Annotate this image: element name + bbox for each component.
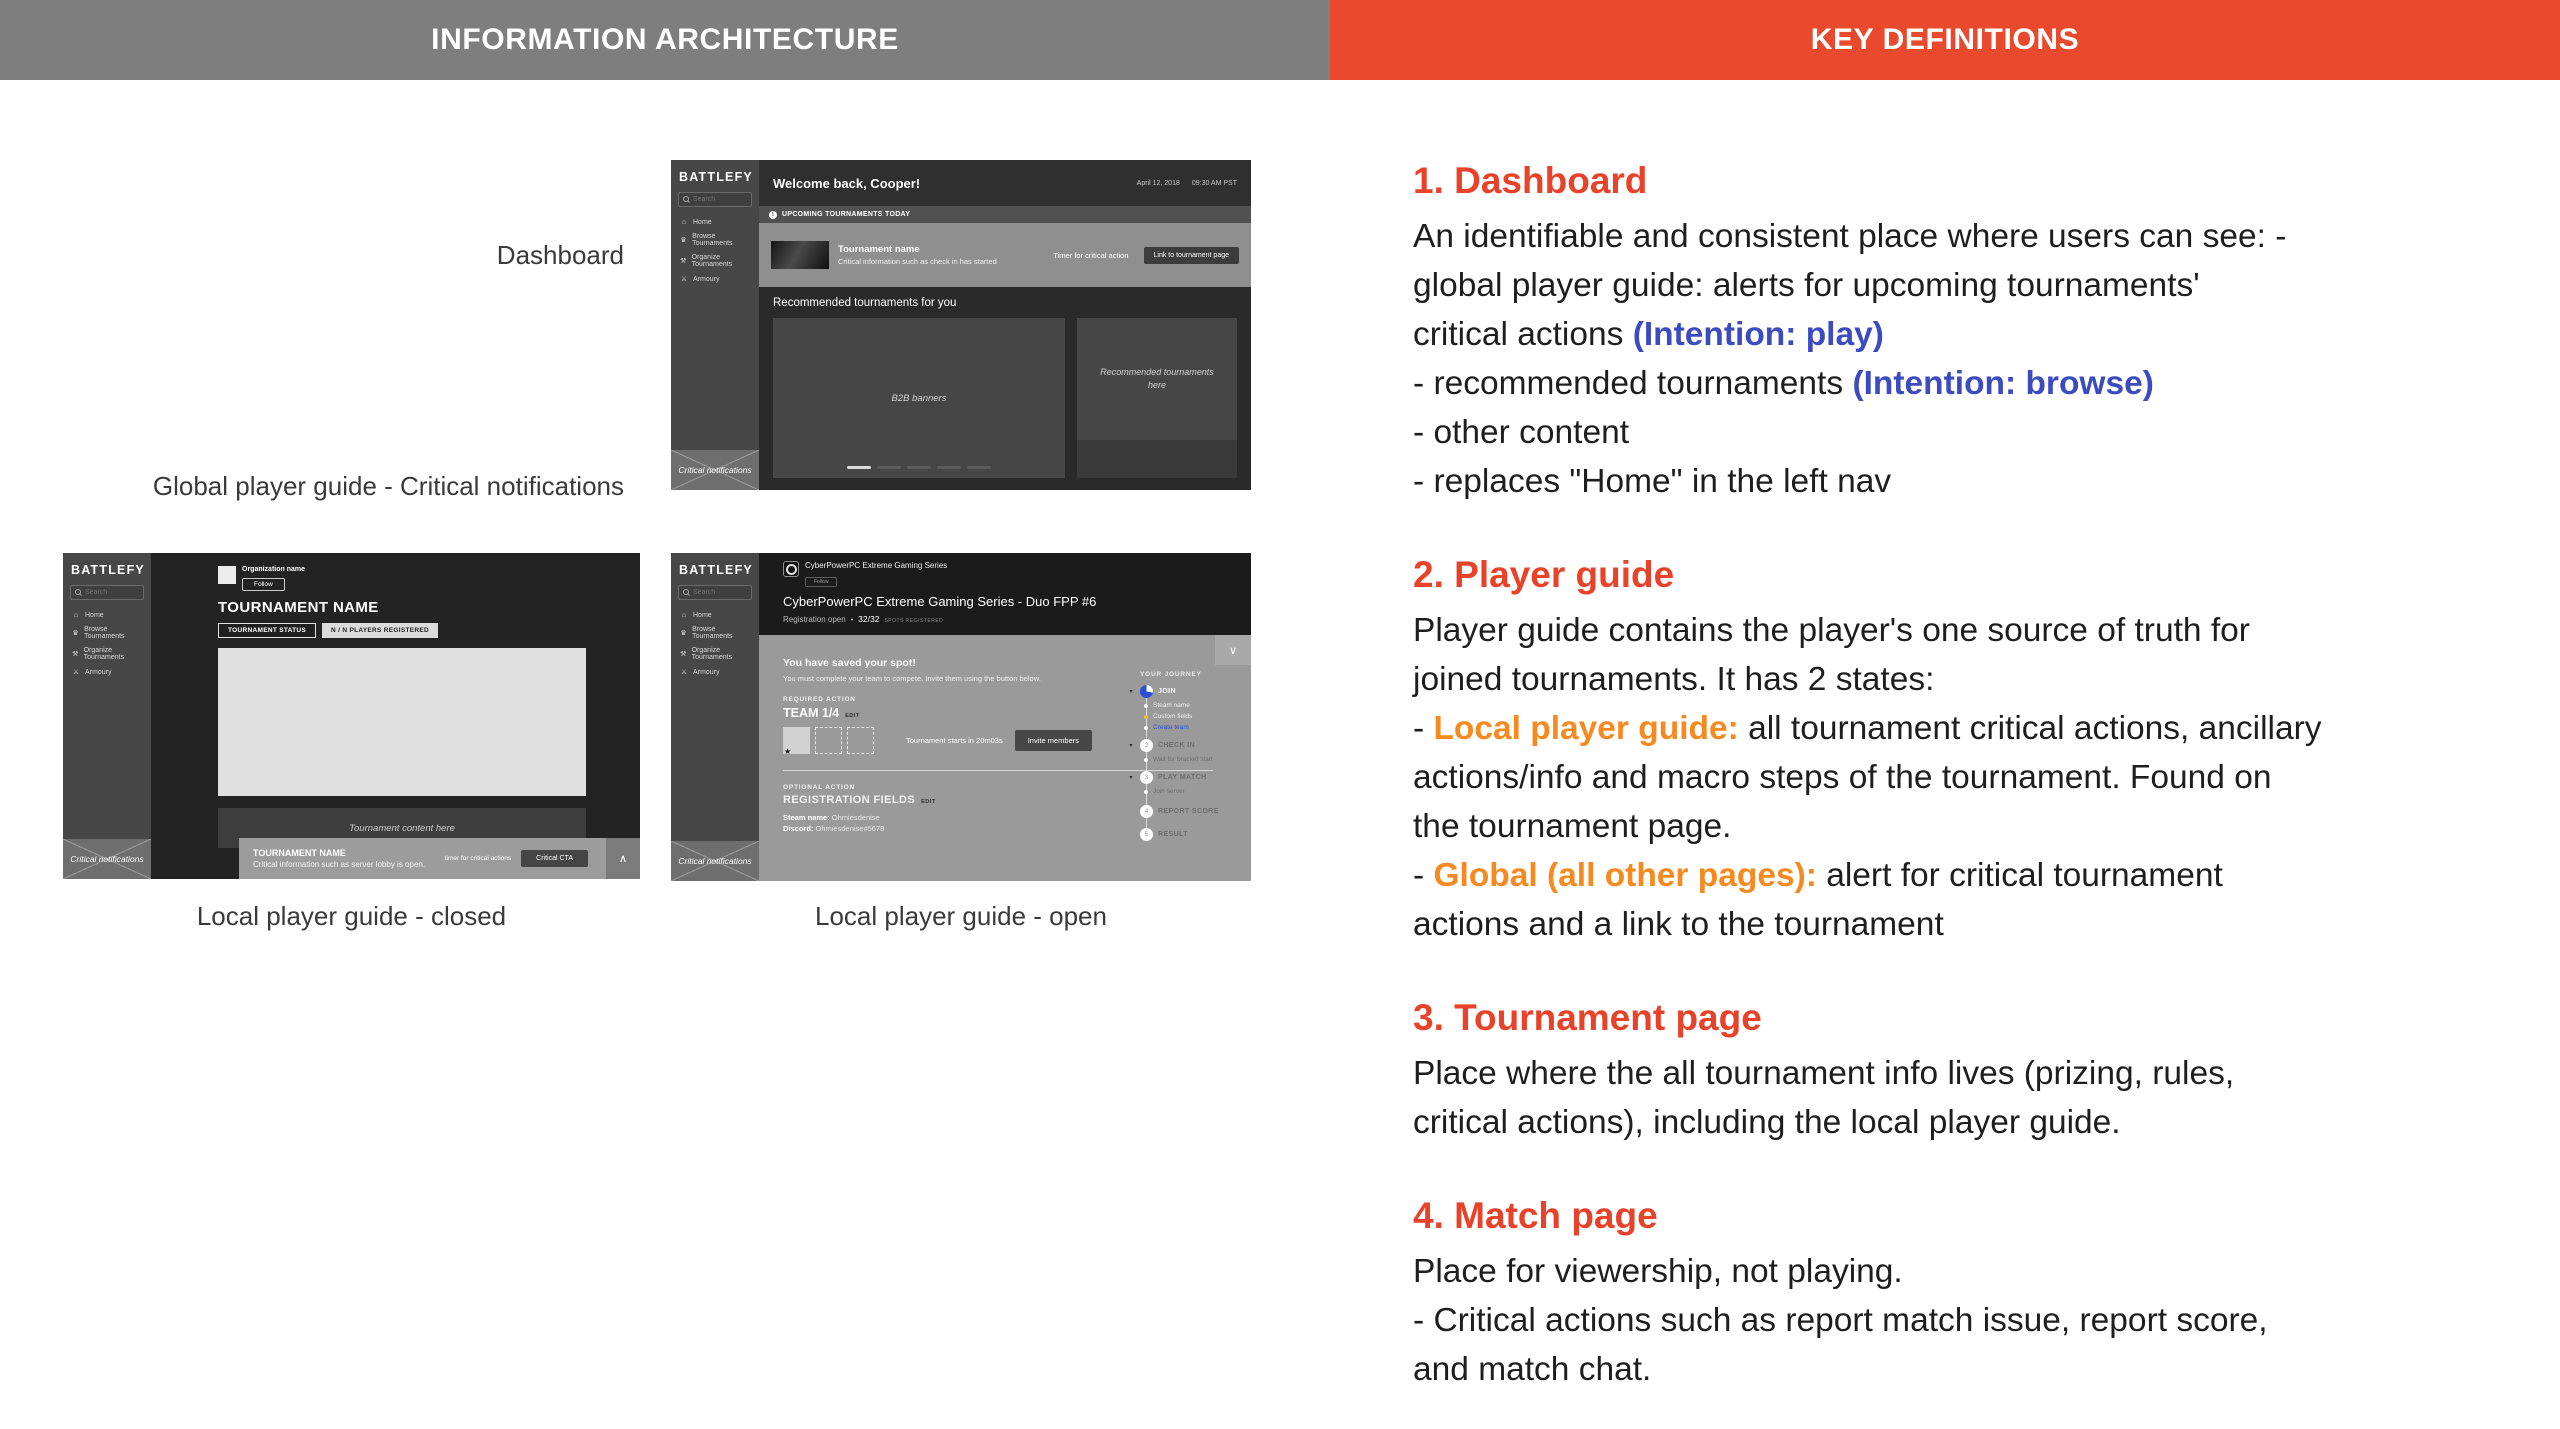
welcome-title: Welcome back, Cooper! bbox=[773, 175, 921, 191]
captain-star-icon: ★ bbox=[784, 747, 792, 756]
tournament-name: Tournament name bbox=[838, 244, 920, 255]
sidebar-item-label: Organize Tournaments bbox=[83, 647, 125, 661]
definition-heading: 2. Player guide bbox=[1413, 554, 1675, 595]
datetime bbox=[1137, 180, 1237, 187]
journey-substep[interactable] bbox=[1144, 756, 1239, 763]
definition-line: the tournament page. bbox=[1413, 808, 1732, 845]
intention-browse-accent: (Intention: browse) bbox=[1852, 365, 2154, 402]
definition-heading: 4. Match page bbox=[1413, 1195, 1658, 1236]
wireframe-local-guide-open bbox=[671, 553, 1251, 881]
label-local-player-guide-closed: Local player guide - closed bbox=[196, 901, 507, 931]
discord-label: Discord: bbox=[783, 824, 814, 833]
upcoming-banner bbox=[759, 206, 1251, 223]
players-registered-badge: N / N PLAYERS REGISTERED bbox=[322, 623, 438, 638]
sidebar-item-browse-tournaments[interactable] bbox=[63, 626, 151, 640]
sidebar-item-armoury[interactable] bbox=[63, 668, 151, 676]
journey-substep[interactable] bbox=[1144, 702, 1239, 709]
sidebar-nav bbox=[671, 219, 759, 283]
search-box[interactable] bbox=[678, 192, 752, 207]
wrench-icon: ⚒ bbox=[680, 651, 687, 658]
sidebar bbox=[671, 160, 759, 490]
spots-count: 32/32 bbox=[858, 614, 880, 624]
wireframe-dashboard bbox=[671, 160, 1251, 490]
substep-dot-yellow bbox=[1144, 715, 1148, 719]
sidebar-item-home[interactable] bbox=[63, 612, 151, 619]
wireframe-local-guide-closed bbox=[63, 553, 640, 879]
carousel-dash[interactable] bbox=[937, 466, 961, 470]
edit-registration-button[interactable]: EDIT bbox=[921, 799, 936, 805]
substep-dot bbox=[1144, 758, 1148, 762]
battlefy-logo: BATTLEFY bbox=[679, 170, 753, 184]
organization-row bbox=[218, 566, 586, 591]
sidebar bbox=[671, 553, 759, 881]
step-label: CHECK IN bbox=[1158, 742, 1196, 749]
wrench-icon: ⚒ bbox=[680, 258, 687, 265]
battlefy-logo: BATTLEFY bbox=[679, 563, 753, 577]
search-input[interactable] bbox=[693, 589, 747, 596]
local-player-guide-accent: Local player guide: bbox=[1433, 710, 1739, 747]
section-header-information-architecture bbox=[0, 0, 1330, 80]
definition-line: critical actions (Intention: play) bbox=[1413, 316, 1884, 353]
sidebar-item-label: Organize Tournaments bbox=[691, 254, 733, 268]
discord-value: Ohmiesdenise#5678 bbox=[815, 824, 885, 833]
intention-play-accent: (Intention: play) bbox=[1632, 316, 1884, 353]
saved-spot-title: You have saved your spot! bbox=[783, 657, 916, 669]
definition-line: - recommended tournaments (Intention: browse) bbox=[1413, 365, 2154, 402]
sidebar-item-label: Armoury bbox=[693, 275, 720, 283]
definition-dashboard bbox=[1413, 158, 2533, 506]
placeholder-footer-band bbox=[1077, 440, 1237, 478]
your-journey-stepper bbox=[1127, 671, 1239, 841]
definition-match-page bbox=[1413, 1193, 2533, 1394]
registration-status: Registration open bbox=[783, 615, 846, 624]
section-header-key-definitions bbox=[1330, 0, 2560, 80]
dashboard-main bbox=[759, 160, 1251, 490]
invite-members-button[interactable]: Invite members bbox=[1015, 730, 1092, 751]
b2b-banner-placeholder[interactable] bbox=[773, 318, 1065, 478]
step-number-circle: 3 bbox=[1140, 771, 1153, 784]
sidebar-item-label: Browse Tournaments bbox=[692, 233, 733, 247]
definition-line: - Global (all other pages): alert for critical tournament bbox=[1413, 857, 2223, 894]
step-number-circle: 5 bbox=[1140, 828, 1153, 841]
local-player-guide-panel bbox=[759, 635, 1251, 881]
spots-caption: SPOTS REGISTERED bbox=[884, 618, 944, 624]
sidebar bbox=[63, 553, 151, 879]
definition-line: Place for viewership, not playing. bbox=[1413, 1253, 1903, 1290]
sidebar-item-label: Browse Tournaments bbox=[84, 626, 125, 640]
welcome-header bbox=[759, 160, 1251, 206]
substep-label-current: Create team bbox=[1153, 724, 1189, 731]
sidebar-item-organize-tournaments[interactable] bbox=[671, 647, 759, 661]
sidebar-item-label: Organize Tournaments bbox=[691, 647, 733, 661]
search-input[interactable] bbox=[85, 589, 139, 596]
step-number-circle: 4 bbox=[1140, 805, 1153, 818]
definition-line: - Critical actions such as report match issue, report score, bbox=[1413, 1302, 2268, 1339]
shield-icon: ⚔ bbox=[680, 276, 688, 283]
substep-dot bbox=[1144, 704, 1148, 708]
search-icon bbox=[683, 589, 690, 596]
critical-notifications-box[interactable]: Critical notifications bbox=[671, 450, 759, 490]
journey-substep[interactable] bbox=[1144, 713, 1239, 720]
home-icon: ⌂ bbox=[73, 612, 79, 619]
tournament-page-main bbox=[151, 553, 640, 879]
critical-notifications-box[interactable]: Critical notifications bbox=[671, 841, 759, 881]
sidebar-item-label: Armoury bbox=[693, 668, 720, 676]
expand-guide-button[interactable] bbox=[606, 838, 640, 879]
definition-line: Player guide contains the player's one source of truth for bbox=[1413, 612, 2250, 649]
edit-team-button[interactable]: EDIT bbox=[845, 713, 860, 719]
sidebar-item-armoury[interactable] bbox=[671, 668, 759, 676]
local-player-guide-bar[interactable] bbox=[239, 838, 640, 879]
journey-step-join[interactable] bbox=[1127, 685, 1239, 698]
tournament-starts-label: Tournament starts in 20m03s bbox=[906, 736, 1003, 745]
badge-row bbox=[218, 623, 586, 638]
sidebar-item-organize-tournaments[interactable] bbox=[671, 254, 759, 268]
journey-step-result[interactable] bbox=[1127, 828, 1239, 841]
carousel-dash[interactable] bbox=[877, 466, 901, 470]
definition-player-guide bbox=[1413, 552, 2533, 949]
tournament-page-main bbox=[759, 553, 1251, 881]
label-local-player-guide-open: Local player guide - open bbox=[815, 901, 1107, 931]
upcoming-banner-text: UPCOMING TOURNAMENTS TODAY bbox=[782, 211, 911, 218]
timer-label: Timer for critical action bbox=[1053, 250, 1129, 260]
sidebar-item-armoury[interactable] bbox=[671, 275, 759, 283]
tournament-header bbox=[759, 553, 1251, 635]
tournament-thumbnail bbox=[771, 241, 829, 269]
team-member-slot-empty[interactable] bbox=[815, 727, 842, 754]
substep-label: Wait for bracket start bbox=[1153, 756, 1213, 763]
organization-name: Organization name bbox=[242, 566, 306, 573]
substep-dot bbox=[1144, 726, 1148, 730]
substep-label: Custom fields bbox=[1153, 713, 1193, 720]
definition-line: An identifiable and consistent place where users can see: - bbox=[1413, 218, 2287, 255]
date-text: April 12, 2018 bbox=[1136, 179, 1180, 187]
sidebar-nav bbox=[671, 612, 759, 676]
registration-row bbox=[783, 614, 1241, 624]
sidebar-item-home[interactable] bbox=[671, 219, 759, 226]
bar-critical-info: Critical information such as server lobby is open. bbox=[253, 860, 426, 869]
steam-name-label: Steam name: bbox=[783, 813, 830, 822]
journey-step-report-score[interactable] bbox=[1127, 805, 1239, 818]
label-global-player-guide: Global player guide - Critical notifications bbox=[152, 471, 624, 501]
registration-fields-title: REGISTRATION FIELDS bbox=[783, 794, 916, 806]
home-icon: ⌂ bbox=[681, 612, 687, 619]
caret-down-icon: ▾ bbox=[1129, 689, 1133, 695]
key-definitions-column bbox=[1413, 158, 2533, 1429]
tournament-alert-text bbox=[838, 244, 997, 266]
steam-name-value: Ohmiesdenise bbox=[831, 813, 880, 822]
team-count-label: TEAM 1/4 bbox=[783, 706, 840, 720]
b2b-banner-caption: B2B banners bbox=[891, 392, 947, 404]
bar-tournament-name: TOURNAMENT NAME bbox=[253, 848, 346, 858]
sidebar-nav bbox=[63, 612, 151, 676]
label-dashboard: Dashboard bbox=[496, 240, 624, 270]
substep-dot bbox=[1144, 790, 1148, 794]
chevron-up-icon: ∧ bbox=[618, 853, 628, 865]
bullet-separator: • bbox=[850, 617, 854, 624]
required-action-caption: REQUIRED ACTION bbox=[783, 696, 856, 703]
shield-icon: ⚔ bbox=[72, 669, 80, 676]
time-text: 09:30 AM PST bbox=[1191, 179, 1237, 187]
journey-step-play-match[interactable] bbox=[1127, 771, 1239, 784]
definition-line: joined tournaments. It has 2 states: bbox=[1413, 661, 1935, 698]
definition-line: actions and a link to the tournament bbox=[1413, 906, 1944, 943]
definition-heading: 1. Dashboard bbox=[1413, 160, 1648, 201]
sidebar-item-organize-tournaments[interactable] bbox=[63, 647, 151, 661]
sidebar-item-label: Armoury bbox=[85, 668, 112, 676]
recommended-heading: Recommended tournaments for you bbox=[773, 297, 957, 309]
critical-cta-button[interactable]: Critical CTA bbox=[521, 850, 588, 867]
definition-line: - replaces "Home" in the left nav bbox=[1413, 463, 1892, 500]
bar-timer-label: timer for critical actions bbox=[444, 855, 512, 862]
optional-action-caption: OPTIONAL ACTION bbox=[783, 784, 855, 791]
carousel-dash[interactable] bbox=[907, 466, 931, 470]
step-label: JOIN bbox=[1158, 688, 1176, 695]
sidebar-item-home[interactable] bbox=[671, 612, 759, 619]
header-left-title: INFORMATION ARCHITECTURE bbox=[431, 23, 899, 56]
journey-substep[interactable] bbox=[1144, 724, 1239, 731]
definition-tournament-page bbox=[1413, 995, 2533, 1147]
home-icon: ⌂ bbox=[681, 219, 687, 226]
collapse-guide-button[interactable] bbox=[1215, 635, 1251, 665]
definition-line: critical actions), including the local player guide. bbox=[1413, 1104, 2121, 1141]
global-pages-accent: Global (all other pages): bbox=[1433, 857, 1817, 894]
chevron-down-icon: ∨ bbox=[1228, 644, 1238, 657]
definition-line: Place where the all tournament info lives (prizing, rules, bbox=[1413, 1055, 2235, 1092]
tournament-alert-bar bbox=[759, 223, 1251, 287]
sidebar-item-label: Home bbox=[693, 612, 712, 619]
tournament-banner-placeholder bbox=[218, 648, 586, 796]
search-input[interactable] bbox=[693, 196, 747, 203]
carousel-dash[interactable] bbox=[847, 466, 871, 470]
definition-heading: 3. Tournament page bbox=[1413, 997, 1762, 1038]
substep-label: Steam name bbox=[1153, 702, 1190, 709]
organization-logo-icon bbox=[783, 561, 799, 577]
carousel-indicator bbox=[773, 466, 1065, 470]
critical-info-text: Critical information such as check in has started bbox=[838, 257, 997, 266]
organization-name: CyberPowerPC Extreme Gaming Series bbox=[805, 561, 948, 570]
substep-label: Join server bbox=[1153, 788, 1185, 795]
organization-avatar bbox=[218, 566, 236, 584]
tournament-title: CyberPowerPC Extreme Gaming Series - Duo FPP #6 bbox=[783, 594, 1097, 609]
step-number-circle: 2 bbox=[1140, 739, 1153, 752]
link-to-tournament-button[interactable]: Link to tournament page bbox=[1144, 247, 1240, 264]
sidebar-item-browse-tournaments[interactable] bbox=[671, 233, 759, 247]
team-member-slot-filled[interactable] bbox=[783, 727, 810, 754]
battlefy-logo: BATTLEFY bbox=[71, 563, 145, 577]
team-member-slot-empty[interactable] bbox=[847, 727, 874, 754]
caret-down-icon: ▾ bbox=[1129, 743, 1133, 749]
recommended-caption: Recommended tournaments here bbox=[1100, 366, 1214, 390]
search-icon bbox=[75, 589, 82, 596]
follow-button[interactable]: Follow bbox=[242, 578, 285, 591]
definition-line: global player guide: alerts for upcoming tournaments' bbox=[1413, 267, 2200, 304]
caret-down-icon: ▾ bbox=[1129, 775, 1133, 781]
definition-line: - Local player guide: all tournament critical actions, ancillary bbox=[1413, 710, 2322, 747]
trophy-icon: ♛ bbox=[72, 630, 79, 637]
sidebar-item-label: Home bbox=[693, 219, 712, 226]
step-label: RESULT bbox=[1158, 831, 1188, 838]
step-label: REPORT SCORE bbox=[1158, 808, 1219, 815]
step-progress-circle bbox=[1140, 685, 1153, 698]
bar-text bbox=[253, 848, 425, 869]
journey-substep[interactable] bbox=[1144, 788, 1239, 795]
follow-button[interactable]: Follow bbox=[805, 577, 837, 587]
saved-spot-subtitle: You must complete your team to compete. Invite them using the button below. bbox=[783, 674, 1041, 683]
step-label: PLAY MATCH bbox=[1158, 774, 1207, 781]
sidebar-item-label: Home bbox=[85, 612, 104, 619]
definition-line: and match chat. bbox=[1413, 1351, 1652, 1388]
search-box[interactable] bbox=[70, 585, 144, 600]
shield-icon: ⚔ bbox=[680, 669, 688, 676]
sidebar-item-browse-tournaments[interactable] bbox=[671, 626, 759, 640]
definition-line: actions/info and macro steps of the tournament. Found on bbox=[1413, 759, 2272, 796]
definition-line: - other content bbox=[1413, 414, 1630, 451]
journey-heading: YOUR JOURNEY bbox=[1140, 671, 1202, 678]
critical-notifications-box[interactable]: Critical notifications bbox=[63, 839, 151, 879]
tournament-content-band: Tournament content here bbox=[218, 808, 586, 848]
header-right-title: KEY DEFINITIONS bbox=[1810, 23, 2080, 56]
carousel-dash[interactable] bbox=[967, 466, 991, 470]
dashboard-content bbox=[759, 287, 1251, 490]
search-icon bbox=[683, 196, 690, 203]
wrench-icon: ⚒ bbox=[72, 651, 79, 658]
tournament-title: TOURNAMENT NAME bbox=[218, 599, 379, 616]
trophy-icon: ♛ bbox=[680, 630, 687, 637]
alert-icon: ! bbox=[769, 211, 777, 219]
recommended-tournaments-placeholder[interactable] bbox=[1077, 318, 1237, 478]
search-box[interactable] bbox=[678, 585, 752, 600]
sidebar-item-label: Browse Tournaments bbox=[692, 626, 733, 640]
trophy-icon: ♛ bbox=[680, 237, 687, 244]
journey-step-check-in[interactable] bbox=[1127, 739, 1239, 752]
tournament-status-badge: TOURNAMENT STATUS bbox=[218, 623, 316, 638]
